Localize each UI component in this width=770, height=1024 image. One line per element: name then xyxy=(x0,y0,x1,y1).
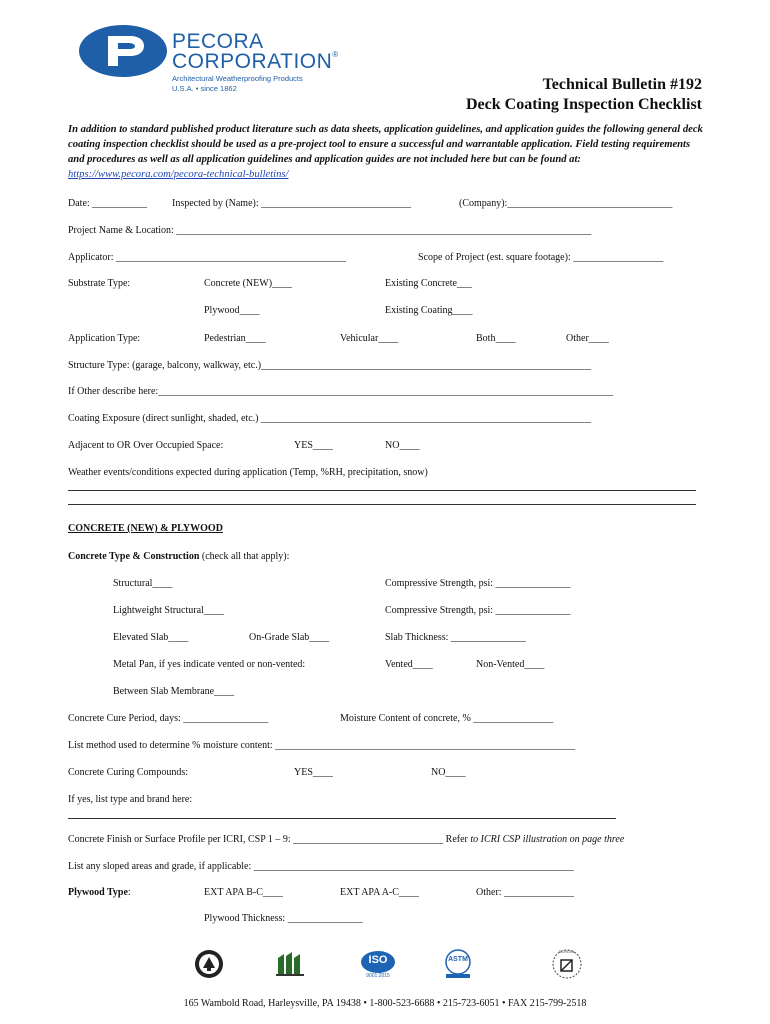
on-grade-slab-option[interactable]: On-Grade Slab____ xyxy=(249,632,330,643)
exposure-field[interactable]: Coating Exposure (direct sunlight, shaded, etc.) __________________________________________________________________ xyxy=(68,413,592,424)
curing-no[interactable]: NO____ xyxy=(431,767,466,778)
curing-yes[interactable]: YES____ xyxy=(294,767,333,778)
application-both[interactable]: Both____ xyxy=(476,333,516,344)
slab-thickness-field[interactable]: Slab Thickness: _______________ xyxy=(385,632,526,643)
logo-name-line1: PECORA xyxy=(172,30,264,53)
bulletin-number: Technical Bulletin #192 xyxy=(542,76,702,93)
if-other-field[interactable]: If Other describe here:___________________________________________________________________________________________ xyxy=(68,386,614,397)
if-yes-line[interactable] xyxy=(68,818,616,819)
non-vented-option[interactable]: Non-Vented____ xyxy=(476,659,545,670)
green-building-logo-icon xyxy=(274,948,306,980)
technical-bulletins-link[interactable]: https://www.pecora.com/pecora-technical-bulletins/ xyxy=(68,169,289,180)
astm-badge-icon xyxy=(442,948,474,980)
substrate-label: Substrate Type: xyxy=(68,278,131,289)
substrate-plywood[interactable]: Plywood____ xyxy=(204,305,260,316)
substrate-concrete-new[interactable]: Concrete (NEW)____ xyxy=(204,278,293,289)
usgbc-logo-icon xyxy=(193,948,225,980)
if-yes-label: If yes, list type and brand here: xyxy=(68,794,193,805)
structural-option[interactable]: Structural____ xyxy=(113,578,173,589)
adjacent-yes[interactable]: YES____ xyxy=(294,440,333,451)
date-field[interactable]: Date: ___________ xyxy=(68,198,148,209)
pecora-logo xyxy=(78,24,338,98)
metal-pan-label: Metal Pan, if yes indicate vented or non-vented: xyxy=(113,659,306,670)
compressive-strength-2[interactable]: Compressive Strength, psi: _______________ xyxy=(385,605,571,616)
lightweight-option[interactable]: Lightweight Structural____ xyxy=(113,605,224,616)
plywood-type-colon: : xyxy=(127,887,131,898)
page-title: Deck Coating Inspection Checklist xyxy=(465,96,702,113)
astm-certification xyxy=(442,948,474,980)
plywood-thickness-field[interactable]: Plywood Thickness: _______________ xyxy=(204,913,363,924)
astm-label: ASTM xyxy=(448,956,468,963)
application-pedestrian[interactable]: Pedestrian____ xyxy=(204,333,266,344)
moisture-method-field[interactable]: List method used to determine % moisture content: ____________________________________________________________ xyxy=(68,740,576,751)
compressive-strength-1[interactable]: Compressive Strength, psi: _______________ xyxy=(385,578,571,589)
weather-line-2[interactable] xyxy=(68,504,696,505)
cure-period-field[interactable]: Concrete Cure Period, days: _________________ xyxy=(68,713,269,724)
structure-type-field[interactable]: Structure Type: (garage, balcony, walkway, etc.)__________________________________________________________________ xyxy=(68,360,592,371)
concrete-type-label xyxy=(68,551,289,562)
plywood-ext-ac[interactable]: EXT APA A-C____ xyxy=(340,887,419,898)
sema-certification xyxy=(550,948,584,980)
iso-label: ISO xyxy=(368,954,388,966)
sema-label: SCHOOL xyxy=(558,949,576,954)
intro-text: In addition to standard published product literature such as data sheets, application guidelines, and application guides the following general deck coating inspection checklist should be used as a pre-project tool to ensure a successful and warrantable application. Field testing requirements and procedures as well as all application guidelines and application guides are not included here but can be found at: xyxy=(68,124,703,165)
scope-field[interactable]: Scope of Project (est. square footage): __________________ xyxy=(418,252,664,263)
application-other[interactable]: Other____ xyxy=(566,333,609,344)
intro-paragraph xyxy=(68,122,708,182)
substrate-existing-concrete[interactable]: Existing Concrete___ xyxy=(385,278,472,289)
applicator-field[interactable]: Applicator: ______________________________________________ xyxy=(68,252,347,263)
vented-option[interactable]: Vented____ xyxy=(385,659,433,670)
weather-label: Weather events/conditions expected during application (Temp, %RH, precipitation, snow) xyxy=(68,467,428,478)
application-label: Application Type: xyxy=(68,333,141,344)
logo-tagline2: U.S.A. • since 1862 xyxy=(172,84,237,93)
logo-name-line2 xyxy=(172,50,339,74)
company-field[interactable]: (Company):_________________________________ xyxy=(459,198,673,209)
moisture-content-field[interactable]: Moisture Content of concrete, % ________________ xyxy=(340,713,554,724)
logo-tagline1: Architectural Weatherproofing Products xyxy=(172,74,303,83)
application-vehicular[interactable]: Vehicular____ xyxy=(340,333,399,344)
weather-line-1[interactable] xyxy=(68,490,696,491)
project-field[interactable]: Project Name & Location: ___________________________________________________________________________________ xyxy=(68,225,592,236)
inspected-by-field[interactable]: Inspected by (Name): ______________________________ xyxy=(172,198,412,209)
plywood-type-title: Plywood Type xyxy=(68,887,128,898)
refer-note: to ICRI CSP illustration on page three xyxy=(470,834,625,845)
pecora-logo-mark xyxy=(78,24,168,78)
section-heading: CONCRETE (NEW) & PLYWOOD xyxy=(68,523,223,534)
adjacent-label: Adjacent to OR Over Occupied Space: xyxy=(68,440,224,451)
substrate-existing-coating[interactable]: Existing Coating____ xyxy=(385,305,473,316)
logo-name-line2-text: CORPORATION xyxy=(172,50,333,73)
concrete-type-note: (check all that apply): xyxy=(199,551,290,562)
refer-prefix: Refer xyxy=(445,834,471,845)
surface-profile-text: Concrete Finish or Surface Profile per ICRI, CSP 1 – 9: ______________________________ xyxy=(68,834,444,845)
sloped-areas-field[interactable]: List any sloped areas and grade, if applicable: ________________________________________________________________ xyxy=(68,861,574,872)
plywood-ext-bc[interactable]: EXT APA B-C____ xyxy=(204,887,283,898)
concrete-type-title: Concrete Type & Construction xyxy=(68,551,200,562)
adjacent-no[interactable]: NO____ xyxy=(385,440,420,451)
footer-address: 165 Wambold Road, Harleysville, PA 19438 • 1-800-523-6688 • 215-723-6051 • FAX 215-799-2518 xyxy=(183,998,587,1009)
curing-compounds-label: Concrete Curing Compounds: xyxy=(68,767,188,778)
iso-certification xyxy=(358,948,398,980)
between-slab-option[interactable]: Between Slab Membrane____ xyxy=(113,686,235,697)
elevated-slab-option[interactable]: Elevated Slab____ xyxy=(113,632,189,643)
iso-sub: 9001:2015 xyxy=(366,973,390,979)
surface-profile-field[interactable] xyxy=(68,834,624,845)
plywood-other[interactable]: Other: ______________ xyxy=(476,887,575,898)
logo-registered: ® xyxy=(332,50,339,59)
plywood-type-label xyxy=(68,887,131,898)
